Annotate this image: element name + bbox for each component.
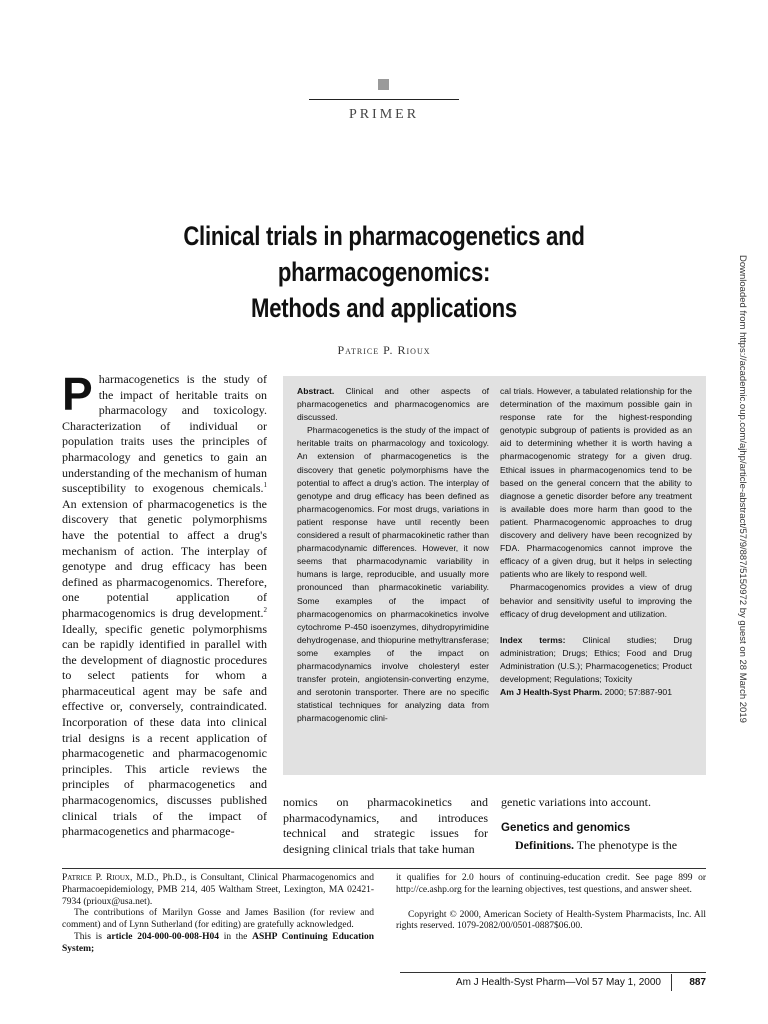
footnote-separator: [62, 868, 706, 869]
author-name: Patrice P. Rioux: [62, 873, 130, 883]
citation-label: Am J Health-Syst Pharm.: [500, 687, 603, 698]
footnote-text: it qualifies for 2.0 hours of continuing-education credit. See page 899 or http://ce.ashp.org for the learning objectives, test questions, and answer sheet.: [396, 873, 706, 895]
title-line-3: Methods and applications: [251, 293, 517, 323]
body-text: Ideally, specific genetic polymorphisms can be rapidly identified in parallel with the development of diagnostic procedures to select patients for whom a pharmaceutical agent may be safe and effective or, conversely, contraindicated. Incorporation of these data into clinical trial designs is a recent application of pharmacogenetic and pharmacogenomic principles. This article reviews the principles of pharmacogenetics and pharmacogenomics, discusses published clinical trials of the impact of pharmacogenetics and pharmacoge-: [62, 621, 267, 839]
download-watermark: Downloaded from https://academic.oup.com/ajhp/article-abstract/57/9/887/5150972 by guest on 28 March 2019: [737, 255, 748, 723]
footnote-text: in the: [218, 931, 253, 942]
page-number: 887: [689, 977, 706, 988]
footnote-right: [396, 873, 706, 933]
title-line-1: Clinical trials in pharmacogenetics and: [183, 221, 585, 251]
body-text: The phenotype is the: [574, 838, 678, 853]
abstract-text: cal trials. However, a tabulated relationship for the determination of the maximum possible gain in response rate for the highest-responding genotypic subgroup of patients is provided as an aid to determining whether it is worth having a pharmacogenomic strategy for a given drug. Ethical issues in pharmacogenomics tend to be based on the general concern that the ability to diagnose a genetic disorder before any treatment is available does more harm than good to the patient. Pharmacogenomic approaches to drug discovery and delivery have been recognized by FDA. Pharmacogenomics cannot improve the efficacy of a given drug, but it helps in selecting patients who are likely to respond well.: [500, 386, 692, 580]
body-column-3: [501, 795, 706, 854]
citation-text: 2000; 57:887-901: [602, 687, 672, 698]
body-text: genetic variations into account.: [501, 795, 651, 809]
body-text: An extension of pharmacogenetics is the discovery that genetic polymorphisms have the potential to affect a drug's mechanism of action. The interplay of genotype and drug efficacy has been defined as pharmacogenomics. Therefore, one potential application of pharmacogenomics is drug development.: [62, 496, 267, 620]
body-text: harmacogenetics is the study of the impact of heritable traits on pharmacology and toxicology. Characterization of individual or population traits uses the principles of pharmacology and genetics to gain an understanding of the mechanism of human susceptibility to exogenous chemicals.: [62, 372, 267, 496]
section-label: PRIMER: [348, 107, 420, 122]
abstract-label: Abstract.: [297, 386, 335, 396]
article-number: article 204-000-00-008-H04: [106, 931, 219, 942]
abstract-text: Clinical and other aspects of pharmacogenetics and pharmacogenomics are discussed.: [297, 386, 489, 423]
drop-cap: P: [62, 368, 93, 420]
journal-citation: Am J Health-Syst Pharm—Vol 57 May 1, 2000: [455, 977, 661, 988]
footnote-text: , M.D., Ph.D., is Consultant, Clinical Pharmacogenomics and Pharmacoepidemiology, PMB 214, 405 Waltham Street, Lexington, MA 02421-7934 (prioux@usa.net).: [62, 873, 374, 907]
article-title: [151, 218, 617, 326]
abstract-column-2: [500, 385, 692, 699]
abstract-box: [283, 376, 706, 775]
section-rule: [309, 99, 459, 100]
body-column-2: nomics on pharmacokinetics and pharmacodynamics, and introduces technical and strategic issues for designing clinical trials that take human: [283, 795, 488, 856]
footer-divider: [671, 974, 672, 991]
subsection-heading: Definitions.: [515, 838, 575, 853]
ce-series: ASHP Continuing Education System;: [62, 931, 374, 954]
copyright-notice: Copyright © 2000, American Society of Health-System Pharmacists, Inc. All rights reserved. 1079-2082/00/0501-0887$06.00.: [396, 909, 706, 932]
footnote-text: The contributions of Marilyn Gosse and James Basilion (for review and comment) and of Lynn Sutherland (for editing) are gratefully acknowledged.: [62, 908, 374, 931]
footer-rule: [400, 972, 706, 973]
index-terms-label: Index terms:: [500, 634, 566, 645]
index-terms-text: Clinical studies; Drug administration; Drugs; Ethics; Food and Drug Administration (U.S.); Pharmacogenetics; Product development; Regulations; Toxicity: [500, 634, 692, 684]
footnote-text: This is: [74, 931, 107, 942]
section-heading: Genetics and genomics: [501, 821, 631, 834]
abstract-text: Pharmacogenomics provides a view of drug behavior and sensitivity useful to improving the efficacy of drug development and utilization.: [500, 582, 692, 619]
title-line-2: pharmacogenomics:: [277, 257, 491, 287]
abstract-column-1: [297, 385, 489, 725]
footnote-left: [62, 873, 374, 956]
reference-marker: 2: [263, 605, 267, 614]
abstract-text: Pharmacogenetics is the study of the impact of heritable traits on pharmacology and toxicology. An extension of pharmacogenetics is the discovery that genetic polymorphisms have the potential to affect a drug's action. The interplay of genotype and drug efficacy has been defined as pharmacogenomics. For most drugs, variations in patient response have until recently been considered a result of pharmacokinetic rather than pharmacodynamic differences. However, it now seems that pharmacodynamic variability in humans is large, reproducible, and usually more pronounced than pharmacokinetic variability. Some examples of the impact of pharmacogenomics on pharmacokinetics involve cytochrome P-450 isoenzymes, dihydropyrimidine dehydrogenase, and thiopurine methyltransferase; some examples of the impact on pharmacodynamics involve cholesteryl ester transfer protein, angiotensin-converting enzyme, and serotonin transporter. There are no specific statistical techniques for analyzing data from pharmacogenomic clini-: [297, 425, 489, 724]
section-marker-square: [378, 79, 389, 90]
reference-marker: 1: [263, 481, 267, 490]
body-column-1: [62, 368, 267, 840]
author-byline: Patrice P. Rioux: [337, 343, 431, 357]
